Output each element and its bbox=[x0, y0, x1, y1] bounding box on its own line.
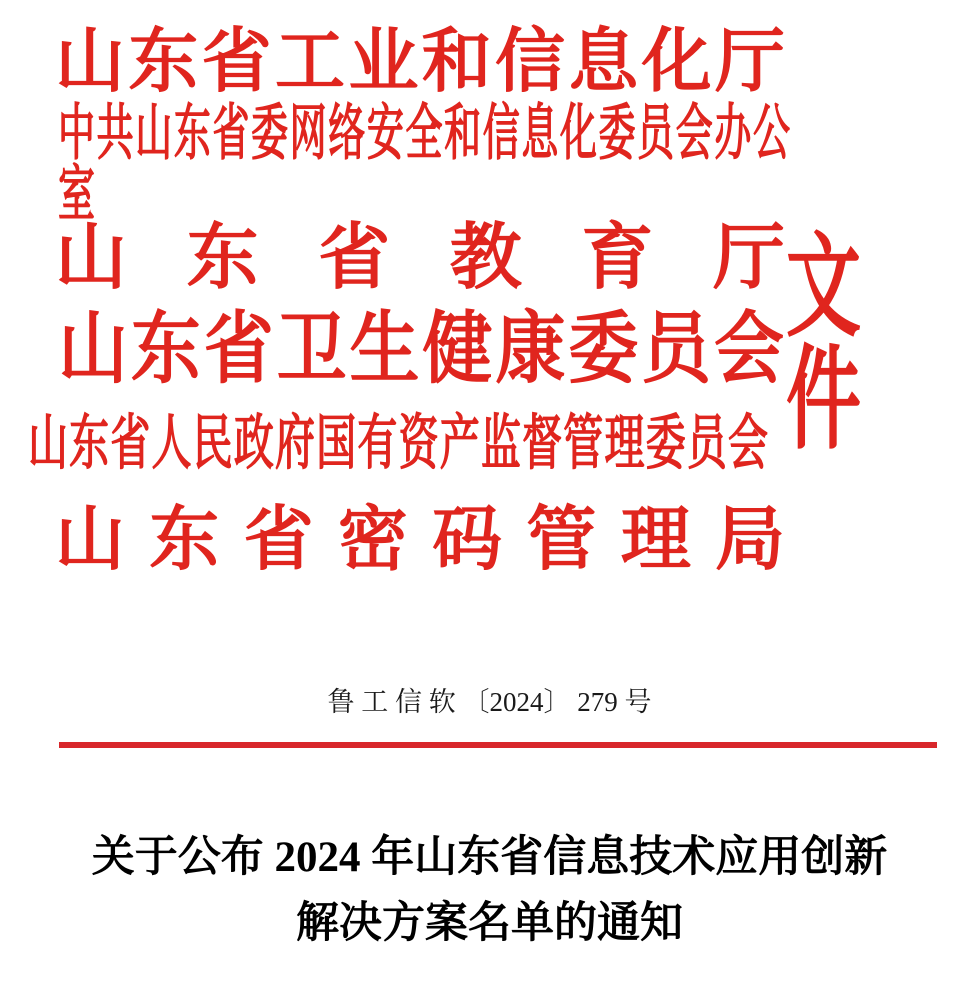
document-title-line-2: 解决方案名单的通知 bbox=[296, 900, 683, 947]
issuer-name-education-dept: 山东省教育厅 bbox=[55, 218, 785, 298]
red-separator-rule bbox=[59, 742, 937, 748]
document-title-line-1: 关于公布 2024 年山东省信息技术应用创新 bbox=[91, 834, 888, 881]
document-reference-number: 鲁 工 信 软 〔2024〕 279 号 bbox=[327, 687, 652, 717]
issuer-name-sasac: 山东省人民政府国有资产监督管理委员会 bbox=[28, 409, 768, 477]
issuer-name-health-commission: 山东省卫生健康委员会 bbox=[58, 307, 784, 394]
issuer-name-industry-it-dept: 山东省工业和信息化厅 bbox=[55, 24, 785, 101]
issuer-name-cyberspace-office: 中共山东省委网络安全和信息化委员会办公室 bbox=[58, 100, 790, 230]
file-label: 文件 bbox=[786, 226, 862, 464]
issuer-name-cryptography-bureau: 山东省密码管理局 bbox=[55, 502, 785, 579]
